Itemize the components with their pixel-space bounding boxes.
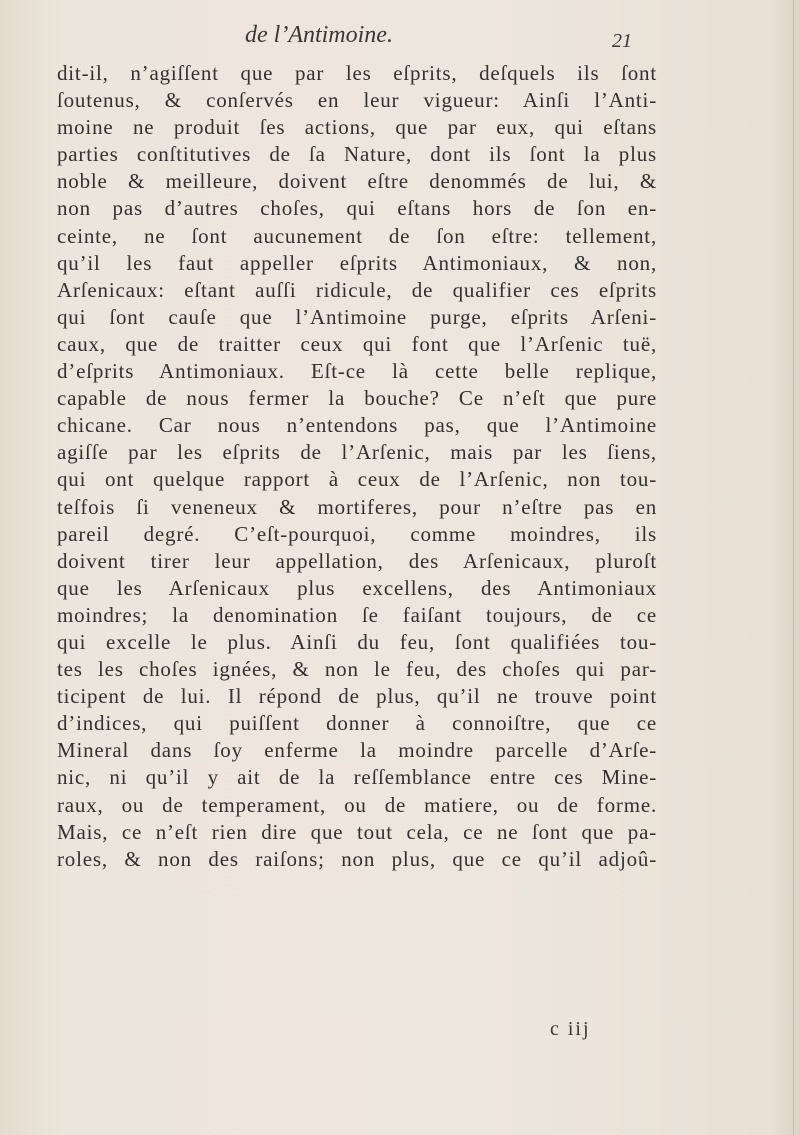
text-line: qui ont quelque rapport à ceux de l’Arſenic, non tou- [57,467,657,492]
text-line: d’indices, qui puiſſent donner à connoiſtre, que ce [57,711,657,736]
text-line: Arſenicaux: eſtant auſſi ridicule, de qualifier ces eſprits [57,277,657,302]
text-line: raux, ou de temperament, ou de matiere, ou de forme. [57,792,657,817]
text-line: Mineral dans ſoy enferme la moindre parcelle d’Arſe- [57,738,657,763]
text-line: chicane. Car nous n’entendons pas, que l’Antimoine [57,413,657,438]
page-edge-shadow [770,0,800,1135]
text-line: non pas d’autres choſes, qui eſtans hors de ſon en- [57,196,657,221]
text-line: roles, & non des raiſons; non plus, que ce qu’il adjoû- [57,846,657,871]
text-line: moindres; la denomination ſe faiſant toujours, de ce [57,602,657,627]
signature-mark: c iij [550,1018,591,1040]
text-line: tes les choſes ignées, & non le feu, des choſes qui par- [57,657,657,682]
text-line: parties conſtitutives de ſa Nature, dont ils ſont la plus [57,142,657,167]
text-line: ceinte, ne ſont aucunement de ſon eſtre: tellement, [57,223,657,248]
text-line: agiſſe par les eſprits de l’Arſenic, mais par les ſiens, [57,440,657,465]
text-line: d’eſprits Antimoniaux. Eſt-ce là cette belle replique, [57,359,657,384]
page-edge-line [793,0,794,1135]
text-line: capable de nous fermer la bouche? Ce n’eſt que pure [57,386,657,411]
text-line: ticipent de lui. Il répond de plus, qu’il ne trouve point [57,684,657,709]
text-line: qui excelle le plus. Ainſi du feu, ſont qualifiées tou- [57,629,657,654]
text-line: doivent tirer leur appellation, des Arſenicaux, pluroſt [57,548,657,573]
text-line: caux, que de traitter ceux qui font que l’Arſenic tuë, [57,331,657,356]
text-line: moine ne produit ſes actions, que par eux, qui eſtans [57,115,657,140]
running-head: de l’Antimoine. [245,22,393,48]
text-line: que les Arſenicaux plus excellens, des Antimoniaux [57,575,657,600]
text-line: pareil degré. C’eſt-pourquoi, comme moindres, ils [57,521,657,546]
text-line: Mais, ce n’eſt rien dire que tout cela, ce ne ſont que pa- [57,819,657,844]
page-number: 21 [612,30,632,52]
text-line: ſoutenus, & conſervés en leur vigueur: Ainſi l’Anti- [57,88,657,113]
text-line: teſfois ſi veneneux & mortiferes, pour n’eſtre pas en [57,494,657,519]
body-text [57,60,657,873]
text-line: qui ſont cauſe que l’Antimoine purge, eſprits Arſeni- [57,304,657,329]
text-line: noble & meilleure, doivent eſtre denommés de lui, & [57,169,657,194]
text-line: dit-il, n’agiſſent que par les eſprits, deſquels ils ſont [57,61,657,85]
text-line: nic, ni qu’il y ait de la reſſemblance entre ces Mine- [57,765,657,790]
text-line: qu’il les faut appeller eſprits Antimoniaux, & non, [57,250,657,275]
